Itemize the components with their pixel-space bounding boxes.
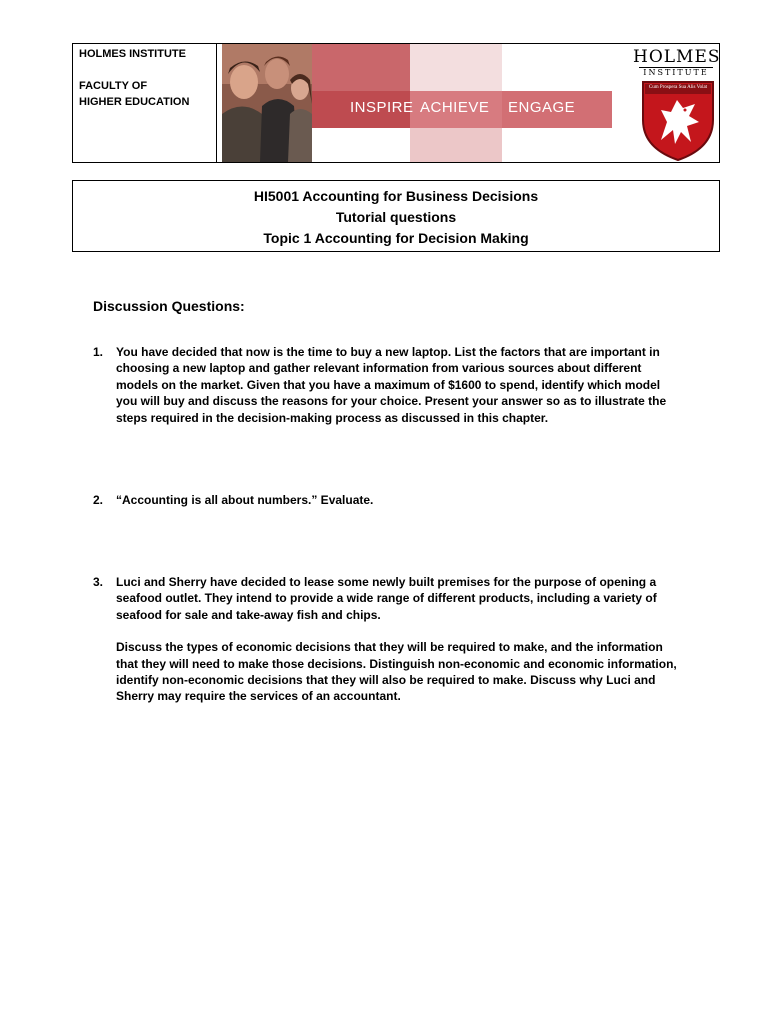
document-title-box — [72, 180, 720, 252]
logo-motto: Cum Prospera Sua Alis Volat — [648, 85, 708, 90]
banner-word-inspire: INSPIRE — [350, 99, 414, 116]
logo-subtitle: INSTITUTE — [639, 67, 713, 78]
logo-name: HOLMES — [633, 47, 721, 67]
banner-word-engage: ENGAGE — [508, 99, 576, 116]
question-text: Luci and Sherry have decided to lease some newly built premises for the purpose of opening a seafood outlet. They intend to provide a wide range of different products, including a variety of seafood for sale and take-away fish and chips. — [116, 575, 657, 622]
faculty-line-1: FACULTY OF — [79, 80, 148, 92]
holmes-logo — [633, 44, 719, 162]
question-1 — [93, 344, 683, 426]
question-number: 1. — [93, 345, 104, 359]
banner-image — [222, 44, 612, 162]
section-heading: Discussion Questions: — [93, 298, 245, 314]
question-number: 3. — [93, 575, 104, 589]
question-text: “Accounting is all about numbers.” Evaluate. — [116, 493, 374, 507]
course-title: HI5001 Accounting for Business Decisions — [253, 188, 539, 204]
topic-title: Topic 1 Accounting for Decision Making — [263, 230, 529, 246]
header-table — [72, 43, 720, 163]
question-2 — [93, 492, 683, 508]
students-photo — [222, 44, 312, 162]
institute-info — [73, 44, 217, 162]
document-type: Tutorial questions — [335, 209, 457, 225]
question-number: 2. — [93, 493, 104, 507]
question-text: You have decided that now is the time to buy a new laptop. List the factors that are important in choosing a new laptop and gather relevant information from various sources about different models on the market. Given that you have a maximum of $1600 to spend, identify which model you will buy and discuss the reasons for your choice. Present your answer so as to illustrate the steps required in the decision-making process as discussed in this chapter. — [116, 345, 667, 425]
banner-word-achieve: ACHIEVE — [420, 99, 490, 116]
shield-icon — [641, 80, 715, 162]
faculty-line-2: HIGHER EDUCATION — [79, 96, 190, 108]
question-3 — [93, 574, 683, 705]
institute-name: HOLMES INSTITUTE — [79, 48, 186, 60]
question-text-continued: Discuss the types of economic decisions that they will be required to make, and the information that they will need to make those decisions. Distinguish non-economic and economic information, identify non-economic decisions that they will also be required to make. Discuss why Luci and Sherry may require the services of an accountant. — [116, 640, 677, 704]
